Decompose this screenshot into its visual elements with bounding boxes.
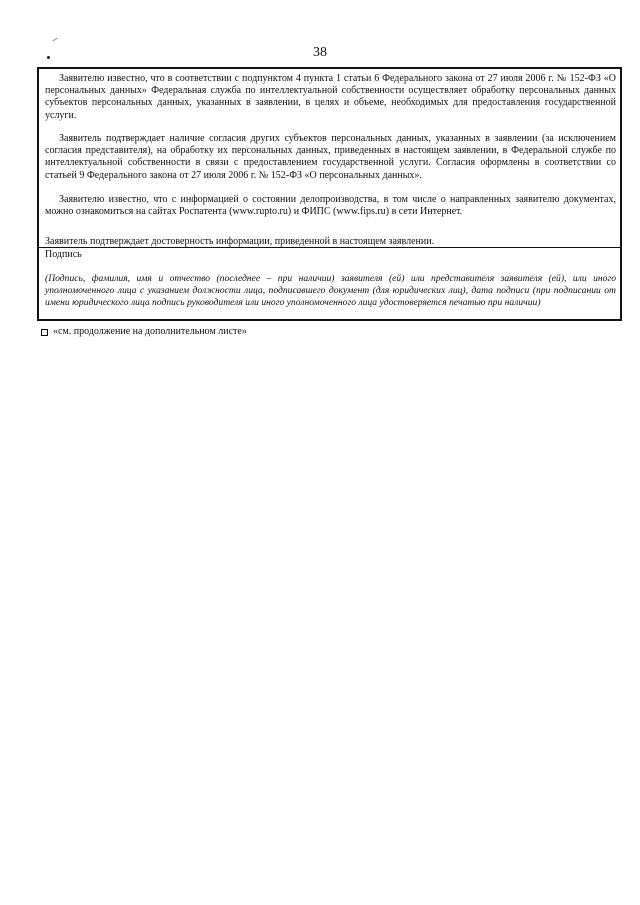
declaration-box: [37, 67, 622, 321]
page-number: 38: [313, 45, 327, 60]
personal-data-processing-statement: Заявителю известно, что в соответствии с подпунктом 4 пункта 1 статьи 6 Федерального закона от 27 июля 2006 г. № 152-ФЗ «О персональных данных» Федеральная служба по интеллектуальной собственности осуществляет обработку персональных данных субъектов персональных данных, указанных в заявлении, в целях и объеме, необходимых для предоставления государственной услуги.: [45, 73, 616, 121]
case-status-info-statement: Заявителю известно, что с информацией о состоянии делопроизводства, в том числе о направленных заявителю документах, можно ознакомиться на сайтах Роспатента (www.rupto.ru) и ФИПС (www.fips.ru) в сети Интернет.: [45, 194, 616, 218]
continuation-option[interactable]: [41, 326, 247, 338]
signature-instructions: (Подпись, фамилия, имя и отчество (последнее – при наличии) заявителя (ей) или представителя заявителя (ей), или иного уполномоченного лица с указанием должности лица, подписавшего документ (для юридических лиц), дата подписи (при подписании от имени юридического лица подпись руководителя или иного уполномоченного лица удостоверяется печатью при наличии): [45, 273, 616, 308]
consent-confirmation-statement: Заявитель подтверждает наличие согласия других субъектов персональных данных, указанных в заявлении (за исключением согласия представителя), на обработку их персональных данных, приведенных в настоящем заявлении, в Федеральной службе по интеллектуальной собственности в связи с предоставлением государственной услуги. Согласия оформлены в соответствии со статьей 9 Федерального закона от 27 июля 2006 г. № 152-ФЗ «О персональных данных».: [45, 133, 616, 181]
accuracy-confirmation-statement: Заявитель подтверждает достоверность информации, приведенной в настоящем заявлении.: [45, 236, 435, 247]
signature-label: Подпись: [45, 249, 82, 260]
continuation-label: «см. продолжение на дополнительном листе»: [53, 326, 247, 337]
scan-artifact-mark: [52, 38, 58, 42]
continuation-checkbox[interactable]: [41, 329, 48, 336]
signature-divider: [39, 247, 620, 248]
